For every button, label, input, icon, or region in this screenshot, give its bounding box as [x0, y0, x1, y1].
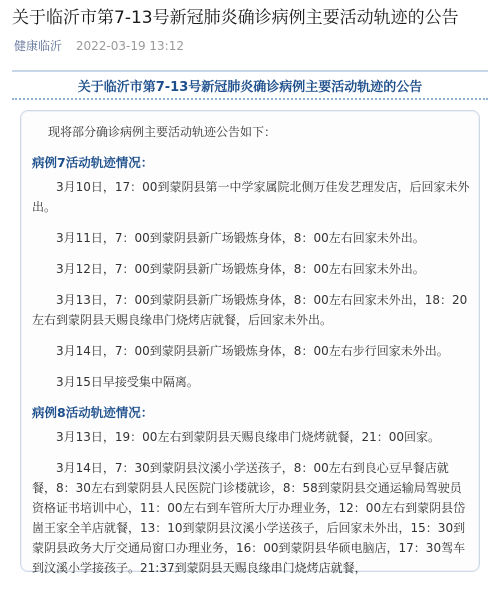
banner-top-rule	[12, 70, 488, 72]
case7-entry: 3月10日，17：00到蒙阴县第一中学家属院北侧万佳发艺理发店，后回家未外出。	[32, 180, 470, 214]
case7-entry: 3月13日，7：00到蒙阴县新广场锻炼身体，8：00左右回家未外出，18：20左右到蒙阴县天赐良缘串门烧烤店就餐，后回家未外出。	[32, 293, 468, 327]
article-title: 关于临沂市第7-13号新冠肺炎确诊病例主要活动轨迹的公告	[12, 8, 459, 28]
publish-date: 2022-03-19 13:12	[75, 39, 184, 53]
account-name-link[interactable]: 健康临沂	[14, 39, 63, 53]
case7-entry: 3月12日，7：00到蒙阴县新广场锻炼身体，8：00左右回家未外出。	[56, 262, 425, 276]
banner-title: 关于临沂市第7-13号新冠肺炎确诊病例主要活动轨迹的公告	[77, 80, 423, 95]
announcement-body	[32, 122, 472, 589]
case8-heading: 病例8活动轨迹情况：	[32, 405, 154, 420]
banner-dotted-rule	[12, 98, 488, 100]
case7-entry: 3月11日，7：00到蒙阴县新广场锻炼身体，8：00左右回家未外出。	[56, 231, 425, 245]
case7-entry: 3月15日早接受集中隔离。	[56, 375, 199, 389]
article-meta	[14, 38, 184, 54]
case8-entry: 3月14日，7：30到蒙阴县汶溪小学送孩子，8：00左右到良心豆早餐店就餐，8：30左右到蒙阴县人民医院门诊楼就诊，8：58到蒙阴县交通运输局驾驶员资格证书培训中心，11：00左右到车管所大厅办理业务，12：00左右到蒙阴县岱崮王家全羊店就餐，13：10到蒙阴县汶溪小学送孩子，后回家未外出，15：30到蒙阴县政务大厅交通局窗口办理业务，16：00到蒙阴县华硕电脑店，17：30驾车到汶溪小学接孩子。21:37到蒙阴县天赐良缘串门烧烤店就餐，	[32, 461, 466, 575]
case7-entry: 3月14日，7：00到蒙阴县新广场锻炼身体，8：00左右步行回家未外出。	[56, 344, 449, 358]
case7-heading: 病例7活动轨迹情况：	[32, 155, 154, 170]
intro-text: 现将部分确诊病例主要活动轨迹公告如下：	[48, 125, 277, 139]
case8-entry: 3月13日，19：00左右到蒙阴县天赐良缘串门烧烤就餐，21：00回家。	[56, 430, 440, 444]
